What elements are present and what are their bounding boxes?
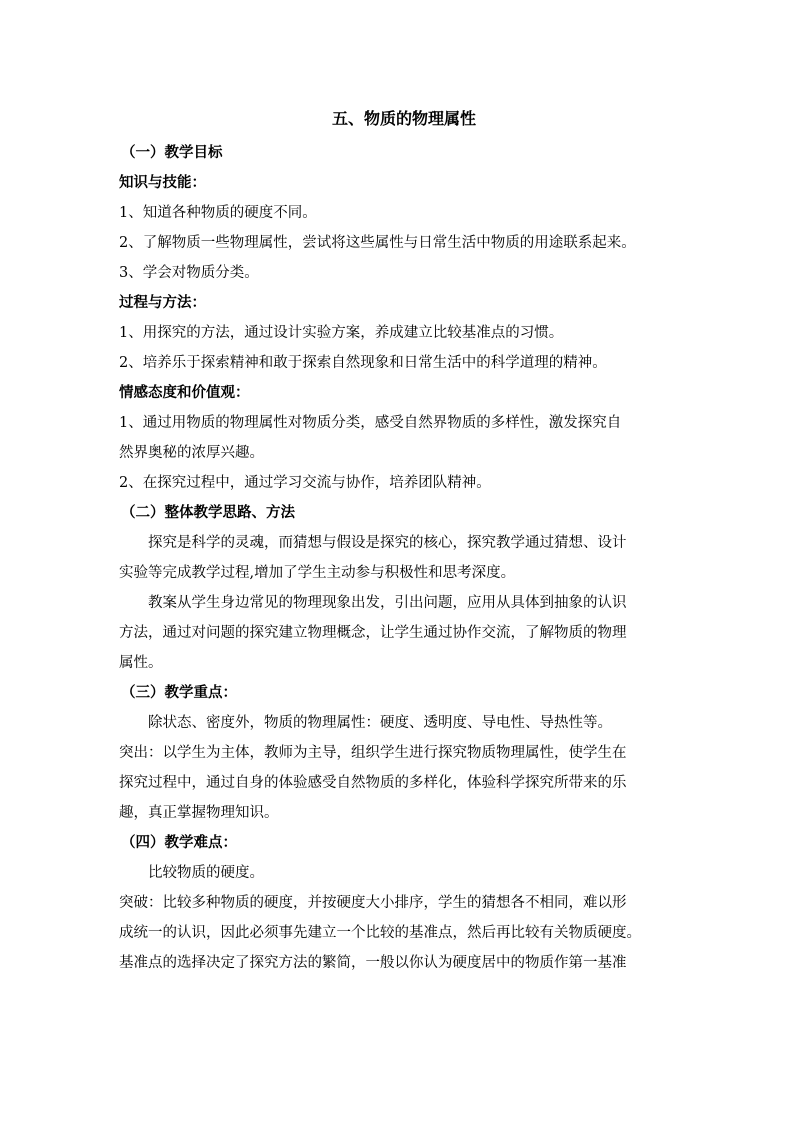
section-heading-difficulties: （四）教学难点：	[121, 834, 237, 851]
paragraph-line: 突出：以学生为主体，教师为主导，组织学生进行探究物质物理属性，使学生在	[119, 745, 627, 761]
paragraph-line: 方法，通过对问题的探究建立物理概念，让学生通过协作交流，了解物质的物理	[119, 625, 627, 641]
section-heading-goals: （一）教学目标	[121, 144, 223, 161]
paragraph-line: 除状态、密度外，物质的物理属性：硬度、透明度、导电性、导热性等。	[148, 715, 612, 731]
subheading-knowledge: 知识与技能：	[119, 174, 206, 191]
list-item: 3、学会对物质分类。	[119, 265, 259, 281]
paragraph-line: 探究是科学的灵魂，而猜想与假设是探究的核心，探究教学通过猜想、设计	[148, 535, 627, 551]
list-item: 2、在探究过程中，通过学习交流与协作，培养团队精神。	[119, 475, 491, 491]
page-title: 五、物质的物理属性	[331, 109, 476, 128]
list-item: 1、知道各种物质的硬度不同。	[119, 205, 317, 221]
document-body	[119, 104, 689, 978]
section-heading-keypoints: （三）教学重点：	[121, 684, 237, 701]
paragraph-line: 实验等完成教学过程,增加了学生主动参与积极性和思考深度。	[119, 565, 516, 581]
paragraph-line: 属性。	[119, 655, 163, 671]
subheading-attitude: 情感态度和价值观：	[119, 384, 250, 401]
list-item: 2、培养乐于探索精神和敢于探索自然现象和日常生活中的科学道理的精神。	[119, 355, 607, 371]
list-item: 2、了解物质一些物理属性，尝试将这些属性与日常生活中物质的用途联系起来。	[119, 235, 636, 251]
section-heading-approach: （二）整体教学思路、方法	[121, 504, 295, 521]
paragraph-line: 趣，真正掌握物理知识。	[119, 805, 279, 821]
subheading-process: 过程与方法：	[119, 294, 206, 311]
paragraph-line: 教案从学生身边常见的物理现象出发，引出问题，应用从具体到抽象的认识	[148, 595, 627, 611]
list-item-continuation: 然界奥秘的浓厚兴趣。	[119, 445, 264, 461]
paragraph-line: 突破：比较多种物质的硬度，并按硬度大小排序，学生的猜想各不相同，难以形	[119, 895, 627, 911]
paragraph-line: 基准点的选择决定了探究方法的繁简，一般以你认为硬度居中的物质作第一基准	[119, 955, 627, 971]
list-item: 1、通过用物质的物理属性对物质分类，感受自然界物质的多样性，激发探究自	[119, 415, 622, 431]
list-item: 1、用探究的方法，通过设计实验方案，养成建立比较基准点的习惯。	[119, 325, 564, 341]
paragraph-line: 比较物质的硬度。	[148, 865, 264, 881]
paragraph-line: 探究过程中，通过自身的体验感受自然物质的多样化，体验科学探究所带来的乐	[119, 775, 627, 791]
paragraph-line: 成统一的认识，因此必须事先建立一个比较的基准点，然后再比较有关物质硬度。	[119, 925, 641, 941]
